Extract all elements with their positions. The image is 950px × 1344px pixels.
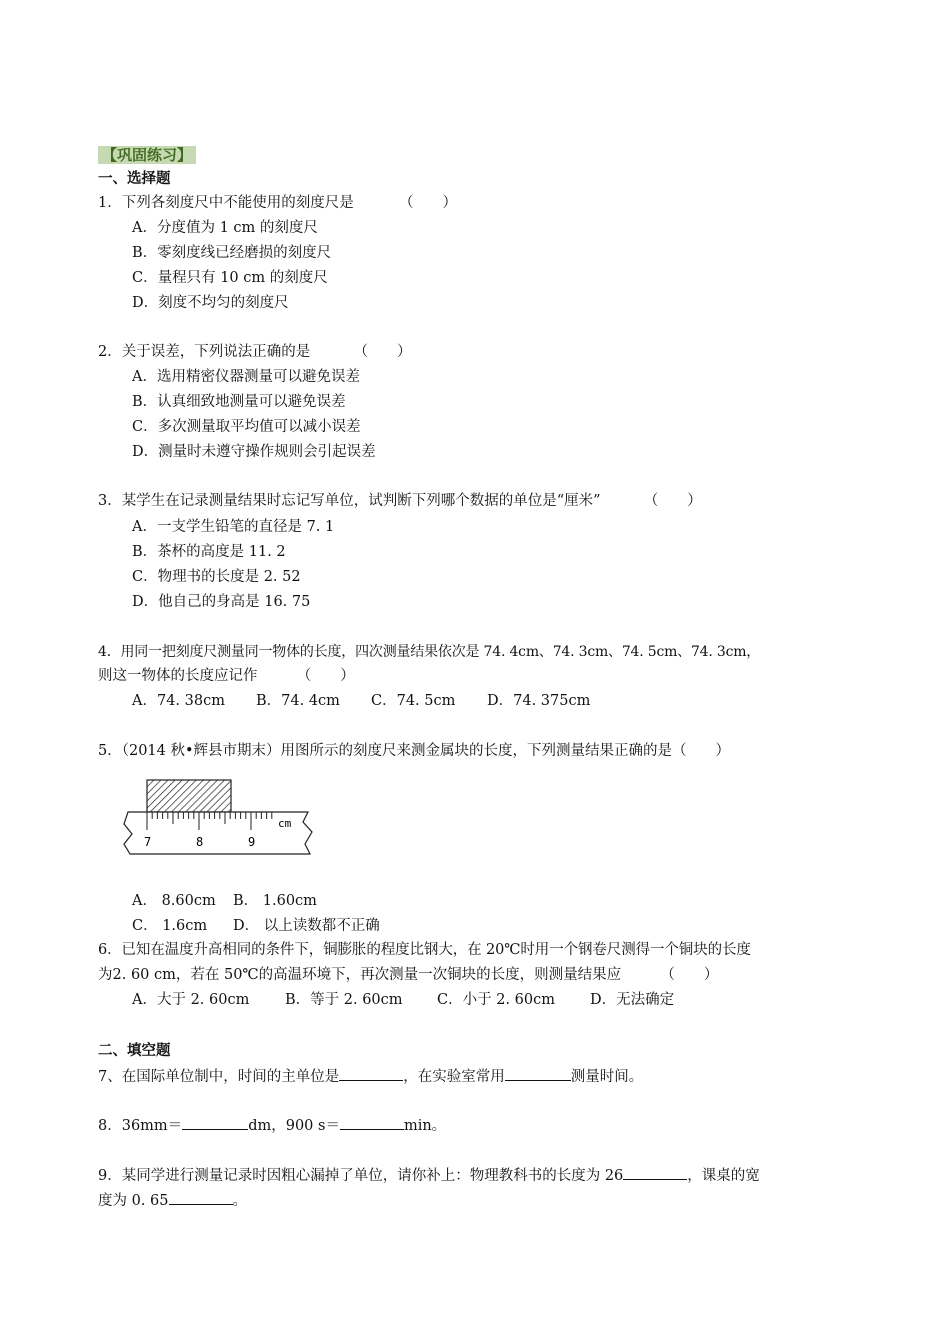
part1-heading: 一、选择题	[98, 171, 171, 187]
blank-field[interactable]	[505, 1066, 571, 1081]
question-6-stem: 为2. 60 cm，若在 50℃的高温环境下，再次测量一次铜块的长度，则测量结果应	[98, 967, 622, 983]
question-8	[98, 1115, 446, 1136]
q6-option-c: C．小于 2. 60cm	[437, 992, 555, 1008]
question-1-stem: 1．下列各刻度尺中不能使用的刻度尺是	[98, 195, 354, 211]
blank-field[interactable]	[339, 1066, 403, 1081]
blank-field[interactable]	[340, 1115, 404, 1130]
q6-option-d: D．无法确定	[590, 992, 675, 1008]
q5-option-b: B． 1.60cm	[233, 893, 317, 909]
blank-field[interactable]	[623, 1165, 687, 1180]
question-9-line2	[98, 1190, 247, 1211]
q5-option-c: C． 1.6cm	[132, 918, 208, 934]
q4-option-d: D．74. 375cm	[487, 693, 591, 709]
question-9-text-a: 9．某同学进行测量记录时因粗心漏掉了单位，请你补上：物理教科书的长度为 26	[98, 1168, 624, 1184]
section-tag-label: 【巩固练习】	[98, 146, 196, 164]
question-4-line2	[98, 666, 355, 686]
q4-option-b: B．74. 4cm	[256, 693, 340, 709]
question-8-text-b: dm，900 s＝	[248, 1118, 340, 1134]
q2-option-b: B．认真细致地测量可以避免误差	[132, 394, 346, 410]
metal-block	[147, 780, 231, 812]
question-9-text-d: 。	[232, 1193, 248, 1209]
q3-option-a: A．一支学生铅笔的直径是 7. 1	[132, 519, 335, 535]
question-2	[98, 342, 411, 362]
q3-option-d: D．他自己的身高是 16. 75	[132, 594, 311, 610]
question-7	[98, 1066, 643, 1087]
question-1	[98, 193, 457, 213]
answer-paren: （ ）	[398, 195, 457, 211]
question-9-line1	[98, 1165, 760, 1186]
q1-option-b: B．零刻度线已经磨损的刻度尺	[132, 245, 332, 261]
q4-option-a: A．74. 38cm	[132, 693, 225, 709]
question-4-stem: 则这一物体的长度应记作	[98, 668, 258, 684]
part2-heading: 二、填空题	[98, 1043, 171, 1059]
ruler-label-7: 7	[144, 835, 152, 849]
q3-option-c: C．物理书的长度是 2. 52	[132, 569, 301, 585]
answer-paren: （ ）	[660, 967, 719, 983]
question-9-text-b: ，课桌的宽	[687, 1168, 760, 1184]
q3-option-b: B．茶杯的高度是 11. 2	[132, 544, 286, 560]
question-2-stem: 2．关于误差，下列说法正确的是	[98, 344, 311, 360]
ruler-diagram	[120, 778, 320, 860]
q2-option-c: C．多次测量取平均值可以减小误差	[132, 419, 361, 435]
q1-option-c: C．量程只有 10 cm 的刻度尺	[132, 270, 328, 286]
q5-option-d: D． 以上读数都不正确	[233, 918, 380, 934]
answer-paren: （ ）	[296, 668, 355, 684]
blank-field[interactable]	[182, 1115, 248, 1130]
blank-field[interactable]	[169, 1190, 233, 1205]
question-5-stem: 5．（2014 秋•辉县市期末）用图所示的刻度尺来测金属块的长度，下列测量结果正确的是（ ）	[98, 743, 731, 759]
section-tag	[98, 145, 196, 166]
q6-option-a: A．大于 2. 60cm	[132, 992, 250, 1008]
ruler-unit: cm	[278, 817, 292, 830]
answer-paren: （ ）	[353, 344, 412, 360]
q6-option-b: B．等于 2. 60cm	[285, 992, 403, 1008]
q2-option-d: D．测量时未遵守操作规则会引起误差	[132, 444, 376, 460]
q5-option-a: A． 8.60cm	[132, 893, 216, 909]
ruler-label-9: 9	[248, 835, 256, 849]
question-7-text-c: 测量时间。	[570, 1069, 644, 1085]
q1-option-a: A．分度值为 1 cm 的刻度尺	[132, 220, 318, 236]
question-8-text-c: min。	[403, 1118, 447, 1134]
q1-option-d: D．刻度不均匀的刻度尺	[132, 295, 289, 311]
ruler-label-8: 8	[196, 835, 204, 849]
ruler-figure	[120, 778, 320, 860]
q2-option-a: A．选用精密仪器测量可以避免误差	[132, 369, 360, 385]
question-3-stem: 3．某学生在记录测量结果时忘记写单位，试判断下列哪个数据的单位是“厘米”	[98, 493, 601, 509]
question-4-line1: 4．用同一把刻度尺测量同一物体的长度，四次测量结果依次是 74. 4cm、74. 3cm、74. 5cm、74. 3cm，	[98, 644, 761, 660]
question-7-text-b: ，在实验室常用	[403, 1069, 505, 1085]
question-6-line2	[98, 965, 718, 985]
question-7-text-a: 7、在国际单位制中，时间的主单位是	[98, 1069, 340, 1085]
question-8-text-a: 8．36mm＝	[98, 1118, 183, 1134]
q4-option-c: C．74. 5cm	[371, 693, 456, 709]
answer-paren: （ ）	[643, 493, 702, 509]
question-9-text-c: 度为 0. 65	[98, 1193, 169, 1209]
question-3	[98, 491, 702, 511]
question-6-line1: 6．已知在温度升高相同的条件下，铜膨胀的程度比钢大，在 20℃时用一个钢卷尺测得一个铜块的长度	[98, 942, 751, 958]
